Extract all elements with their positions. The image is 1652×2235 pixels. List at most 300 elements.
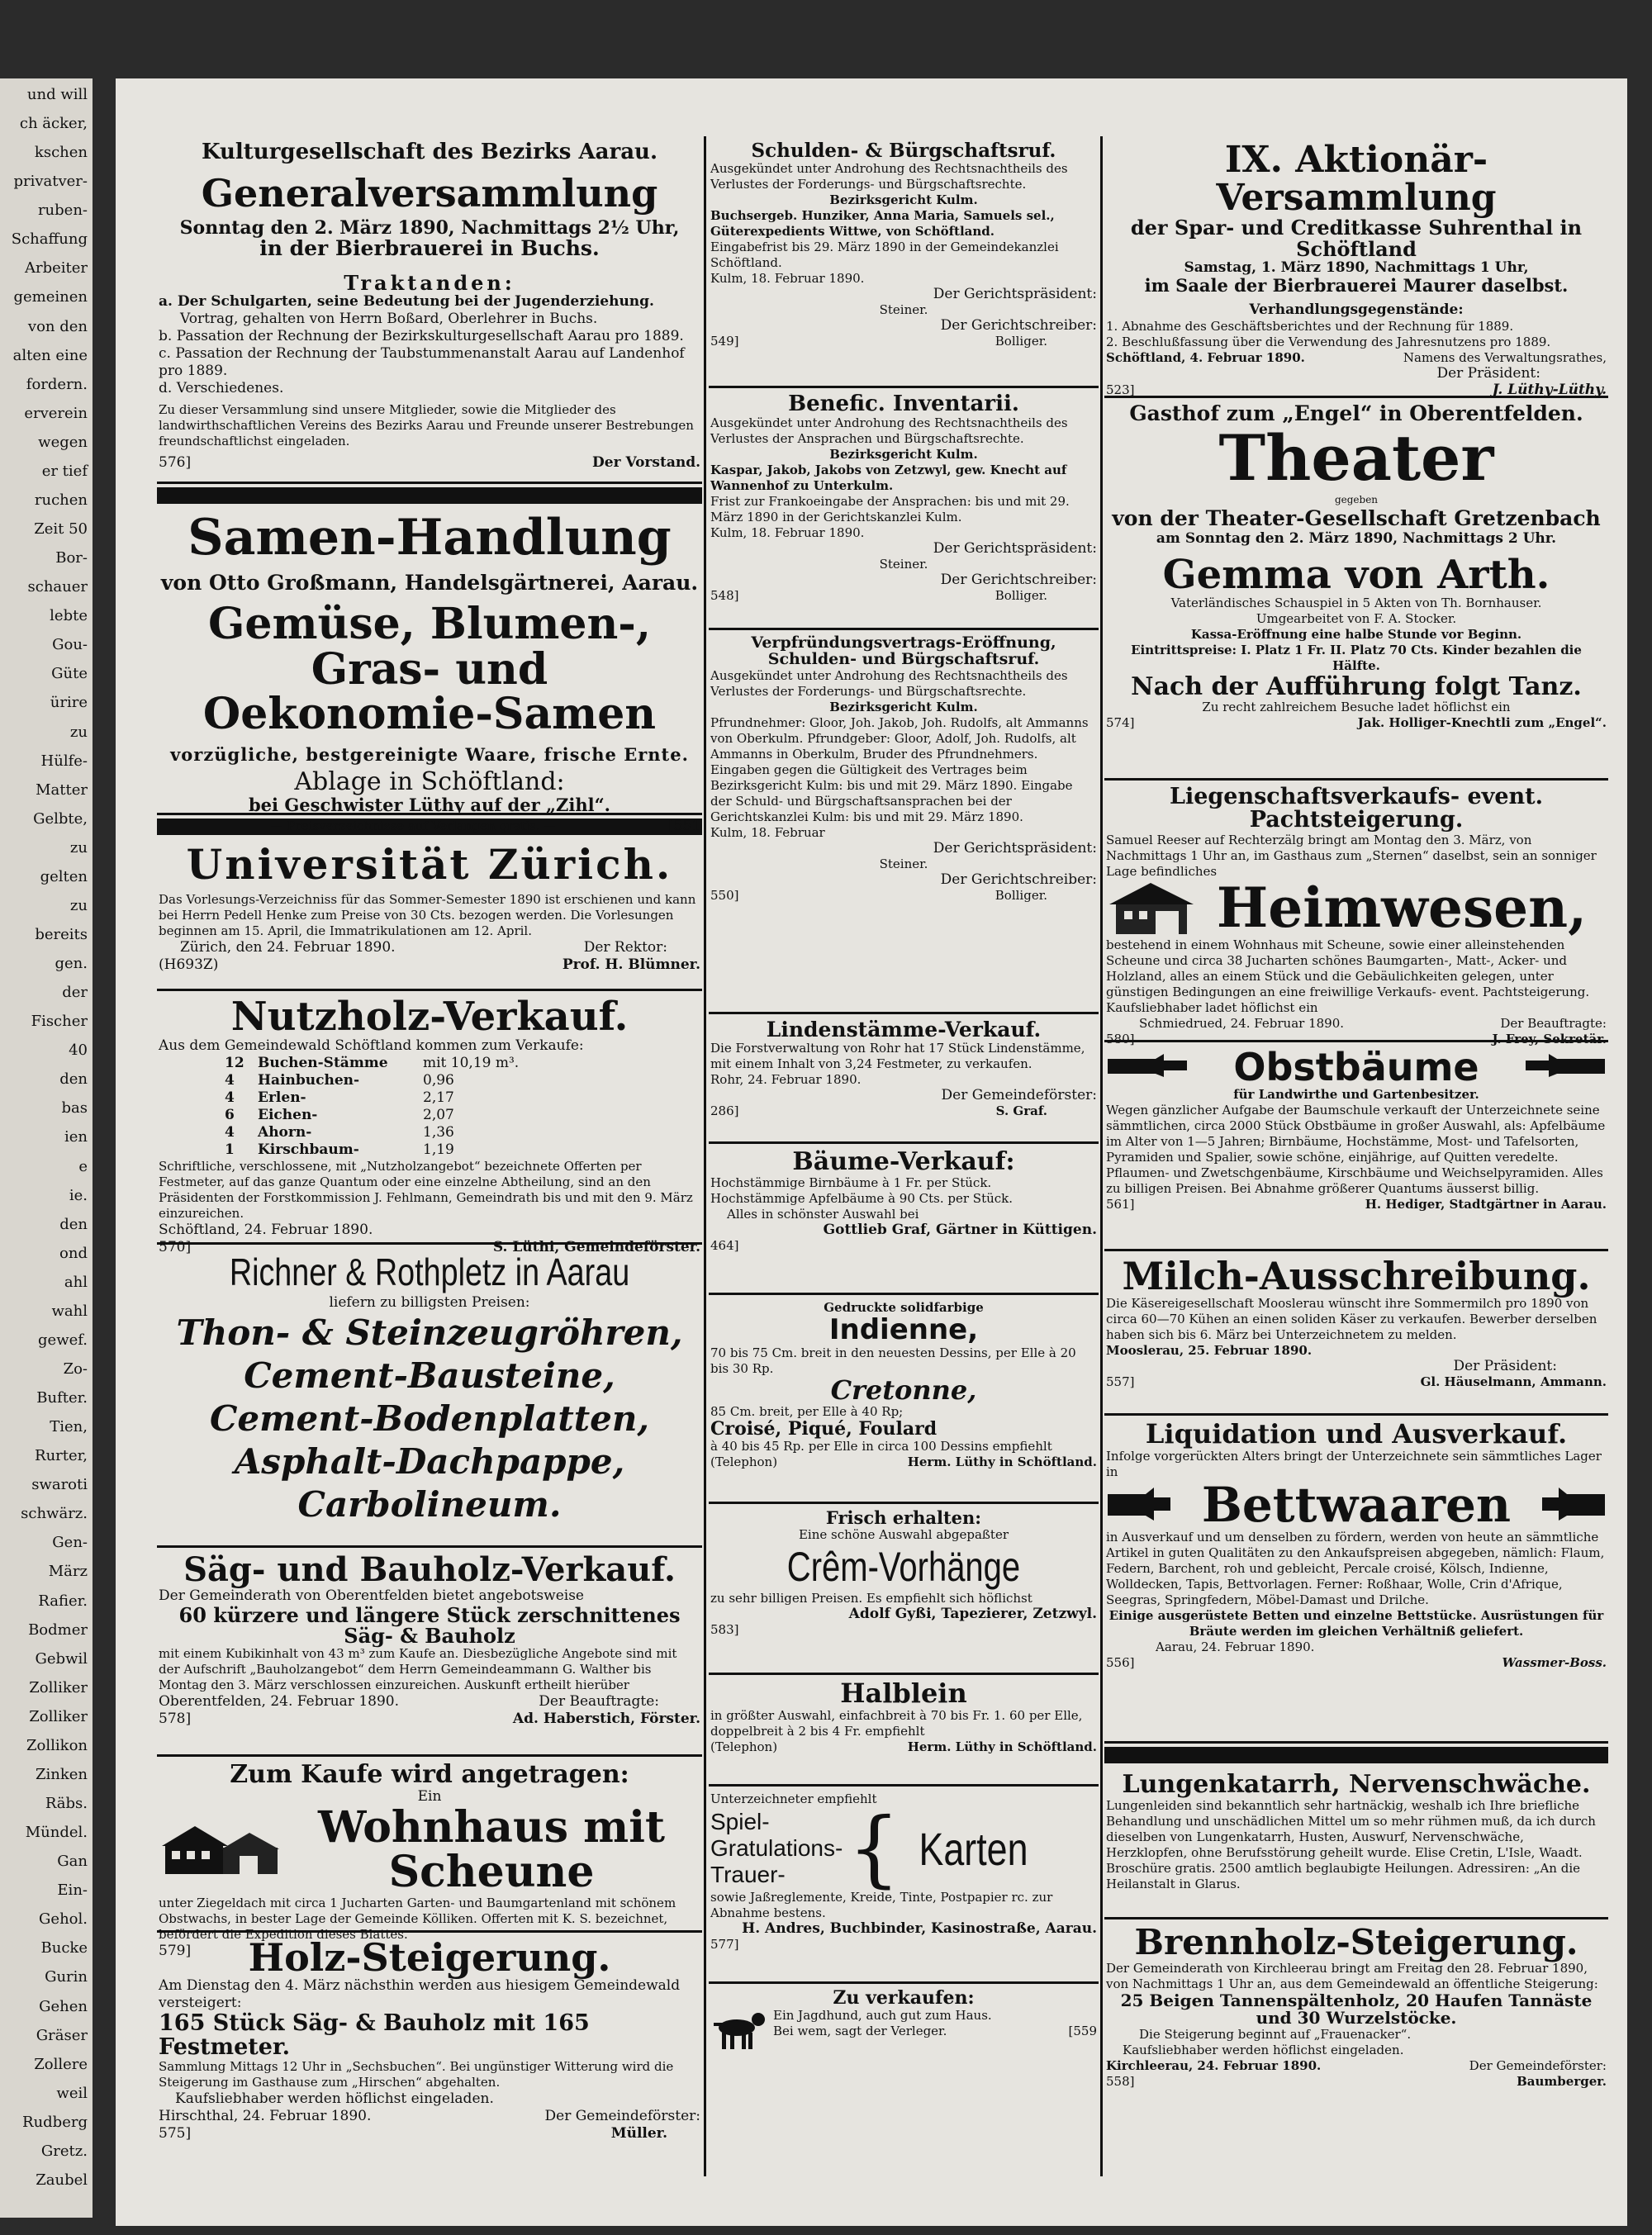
ad-place: Kirchleerau, 24. Februar 1890. [1106, 2058, 1322, 2074]
ad-text: zu sehr billigen Preisen. Es empfiehlt sich höflichst [710, 1591, 1032, 1606]
card-type: Spiel- [710, 1809, 770, 1834]
previous-page-text-fragment: er tief [41, 462, 88, 480]
ad-name: Kaspar, Jakob, Jakobs von Zetzwyl, gew. Knecht auf Wannenhof zu Unterkulm. [710, 463, 1067, 494]
wood-row [225, 1072, 700, 1089]
ad-name: Buchsergeb. Hunziker, Anna Maria, Samuels sel., Güterexpedients Wittwe, von Schöftland. [710, 208, 1055, 240]
previous-page-text-fragment: kschen [34, 144, 88, 162]
previous-page-text-fragment: ürire [50, 694, 88, 712]
ad-karten [709, 1787, 1099, 1984]
ad-text: Der Gemeinderath von Kirchleerau bringt am Freitag den 28. Februar 1890, von Nachmittags 1 Uhr an, aus dem Gemeindewald an öffentliche Steigerung: [1106, 1961, 1598, 1992]
ad-holz-steigerung [157, 1933, 702, 2142]
wood-count: 12 [225, 1055, 244, 1072]
ad-text: Kassa-Eröffnung eine halbe Stunde vor Beginn. [1190, 626, 1522, 642]
ad-text: Eintrittspreise: I. Platz 1 Fr. II. Platz 70 Cts. Kinder bezahlen die Hälfte. [1131, 642, 1582, 673]
ad-text: vorzügliche, bestgereinigte Waare, frische Ernte. [170, 744, 689, 766]
previous-page-text-fragment: bas [61, 1099, 88, 1118]
ad-text: Lungenleiden sind bekanntlich sehr hartnäckig, weshalb ich Ihre briefliche Behandlung und unschädlichen Mittel um so mehr rühmen muß, da ich durch dieselben von Lungenkatarrh, Husten, Auswurf, Nervenschwäche, Herzklopfen, ohne Berufsstörung geheilt wurde. Elise Cretin, L'Isle, Waadt. Broschüre gratis. 2500 amtlich beglaubigte Heilungen. Adressiren: „An die Heilanstalt in Glarus. [1106, 1797, 1596, 1891]
previous-page-text-fragment: Gretz. [40, 2142, 88, 2160]
ad-text: Ablage in Schöftland: [294, 767, 565, 797]
ad-text: Bei wem, sagt der Verleger. [773, 2024, 947, 2039]
previous-page-text-fragment: ruchen [34, 491, 88, 509]
ad-place: Aarau, 24. Februar 1890. [1156, 1639, 1315, 1655]
ad-telephone: (Telephon) [710, 1739, 778, 1754]
agenda-item: Vortrag, gehalten von Herrn Boßard, Oberlehrer in Buchs. [180, 311, 598, 328]
agenda-item: 1. Abnahme des Geschäftsberichtes und der Rechnung für 1889. [1106, 318, 1514, 334]
ad-subtitle: für Landwirthe und Gartenbesitzer. [1233, 1087, 1479, 1103]
wood-volume: 1,36 [423, 1124, 454, 1141]
ad-text: Die Steigerung beginnt auf „Frauenacker“. [1139, 2027, 1412, 2043]
previous-page-text-fragment: Gan [57, 1853, 88, 1871]
ad-title: Samen-Handlung [188, 509, 672, 567]
previous-page-text-fragment: ien [64, 1128, 88, 1146]
previous-page-text-fragment: privatver- [13, 173, 88, 191]
wood-type: Ahorn- [258, 1124, 312, 1141]
wood-volume: mit 10,19 m³. [423, 1055, 520, 1072]
ad-signature: H. Andres, Buchbinder, Kasinostraße, Aarau. [742, 1920, 1097, 1937]
ad-jagdhund [709, 1984, 1099, 2078]
ad-role: Der Gerichtspräsident: [933, 540, 1097, 558]
ad-text: Sammlung Mittags 12 Uhr in „Sechsbuchen“. Bei ungünstiger Witterung wird die Steigerung im Gasthause zum „Hirschen“ abgehalten. [159, 2058, 674, 2090]
product-item: Asphalt-Dachpappe, [234, 1441, 625, 1482]
previous-page-text-fragment: swaroti [31, 1476, 88, 1494]
previous-page-text-fragment: den [59, 1215, 88, 1233]
ad-number: 579] [159, 1942, 192, 1959]
ad-brennholz [1104, 1919, 1608, 2138]
ad-number: 548] [710, 588, 739, 604]
ad-place: Schöftland, 24. Februar 1890. [159, 1222, 373, 1239]
previous-page-text-fragment: e [78, 1157, 88, 1175]
product-item: Carbolineum. [297, 1484, 562, 1525]
ad-text: — Preisverzeichnisse auf Verlangen gratis. — [270, 819, 557, 834]
wood-type: Eichen- [258, 1107, 318, 1124]
previous-page-text-fragment: ahl [64, 1273, 88, 1291]
wood-type: Erlen- [258, 1089, 306, 1107]
agenda-item: a. Der Schulgarten, seine Bedeutung bei der Jugenderziehung. [159, 293, 654, 311]
ad-signature: J. Lüthy-Lüthy. [1492, 381, 1607, 398]
ad-headline: 25 Beigen Tannenspältenholz, 20 Haufen Tannäste und 30 Wurzelstöcke. [1120, 1991, 1593, 2029]
previous-page-text-fragment: von den [27, 317, 88, 335]
ad-text: Infolge vorgerückten Alters bringt der Unterzeichnete sein sämmtliches Lager in [1106, 1448, 1602, 1479]
previous-page-text-fragment: Schaffung [11, 230, 88, 249]
ad-saeg-bauholz [157, 1548, 702, 1757]
ad-number: 575] [159, 2124, 192, 2142]
ad-schulden-buergschaftsruf [709, 136, 1099, 388]
ad-place: Zürich, den 24. Februar 1890. [180, 938, 396, 956]
ad-headline: Heimwesen, [1216, 875, 1588, 941]
ad-number: 523] [1106, 382, 1135, 397]
ad-text: Zu recht zahlreichem Besuche ladet höflichst ein [1202, 700, 1511, 715]
ad-text: Ausgekündet unter Androhung des Rechtsnachtheils des Verlustes der Ansprachen und Bürgschaftsrechte. [710, 415, 1068, 447]
ad-nutzholz [157, 991, 702, 1256]
ad-number: [559 [1068, 2024, 1097, 2039]
ad-headline: Gemüse, Blumen-, Gras- und [208, 599, 651, 695]
ad-title: Milch-Ausschreibung. [1122, 1254, 1591, 1298]
wood-list [159, 1055, 700, 1159]
previous-page-text-fragment: ond [59, 1244, 88, 1262]
ad-role: Der Beauftragte: [1500, 1015, 1607, 1031]
ad-role: Der Gerichtschreiber: [940, 572, 1097, 589]
previous-page-text-fragment: wahl [51, 1302, 88, 1320]
wood-count: 4 [225, 1089, 235, 1107]
ad-samen [157, 507, 702, 835]
ad-signature: Wassmer-Boss. [1502, 1655, 1607, 1671]
play-title: Gemma von Arth. [1162, 551, 1550, 598]
pointing-hand-icon [1106, 1484, 1172, 1526]
ad-text: Kaufsliebhaber werden höflichst eingeladen. [175, 2090, 494, 2107]
ad-place: Schöftland, 4. Februar 1890. [1106, 349, 1305, 365]
ad-role: Der Gerichtspräsident: [933, 839, 1097, 857]
ad-signature: Jak. Holliger-Knechtli zum „Engel“. [1357, 715, 1607, 731]
ad-place: Oberentfelden, 24. Februar 1890. [159, 1693, 399, 1711]
wood-volume: 2,07 [423, 1107, 454, 1124]
ad-title: Richner & Rothpletz in Aarau [229, 1250, 630, 1293]
wood-count: 6 [225, 1107, 235, 1124]
ad-place: Kulm, 18. Februar 1890. [710, 525, 865, 541]
previous-page-text-fragment: ch äcker, [19, 115, 88, 133]
ad-number: 557] [1106, 1374, 1135, 1390]
ad-title: Halblein [840, 1677, 967, 1709]
column-2 [709, 136, 1099, 2078]
ad-title: Liegenschaftsverkaufs- event. Pachtsteigerung. [1169, 784, 1544, 833]
ad-company: von der Theater-Gesellschaft Gretzenbach [1112, 506, 1601, 531]
ad-title: Liquidation und Ausverkauf. [1145, 1418, 1568, 1450]
previous-page-text-fragment: Gou- [52, 636, 88, 654]
ad-title: Brennholz-Steigerung. [1134, 1922, 1578, 1962]
ad-heading: Gasthof zum „Engel“ in Oberentfelden. [1129, 401, 1583, 425]
ad-baeume-verkauf [709, 1144, 1099, 1295]
previous-page-text-fragment: ruben- [37, 202, 88, 220]
ad-title: Crêm-Vorhänge [786, 1544, 1021, 1591]
ad-text: mit einem Kubikinhalt von 43 m³ zum Kaufe an. Diesbezügliche Angebote sind mit der Aufschrift „Bauholzangebot“ dem Herrn Gemeindeammann G. Walther bis Montag den 3. März verschlossen einzureichen. Auskunft ertheilt hierüber [159, 1646, 677, 1693]
ad-title: Karten [919, 1822, 1028, 1875]
ad-obstbaeume [1104, 1042, 1608, 1251]
previous-page-text-fragment: Gehen [39, 1997, 88, 2015]
previous-page-text-fragment: gemeinen [13, 288, 88, 306]
previous-page-text-fragment: Hülfe- [40, 752, 88, 770]
wood-type: Hainbuchen- [258, 1072, 360, 1089]
ad-signature: Gottlieb Graf, Gärtner in Küttigen. [823, 1221, 1097, 1238]
ad-text: à 40 bis 45 Rp. per Elle in circa 100 Dessins empfiehlt [710, 1439, 1052, 1454]
ad-headline: Nach der Aufführung folgt Tanz. [1131, 671, 1582, 701]
ad-number: 574] [1106, 715, 1135, 731]
ad-universitaet [157, 838, 702, 991]
previous-page-text-fragment: Zaubel [36, 2171, 88, 2189]
previous-page-text-fragment: 40 [69, 1042, 88, 1060]
ad-headline: Bettwaaren [1201, 1476, 1512, 1533]
previous-page-text-fragment: alten eine [12, 346, 88, 364]
ad-title: Indienne, [828, 1313, 979, 1346]
ad-number: 583] [710, 1622, 739, 1638]
ad-place: in der Bierbrauerei in Buchs. [259, 235, 600, 260]
previous-page-text-fragment: schauer [27, 578, 88, 596]
previous-page-text-fragment: Zinken [35, 1765, 88, 1783]
ad-company: von Otto Großmann, Handelsgärtnerei, Aarau. [160, 571, 699, 595]
previous-page-text-fragment: Fischer [31, 1013, 88, 1031]
ad-number: 577] [710, 1937, 739, 1952]
previous-page-text-fragment: weil [56, 2084, 88, 2102]
ad-number: 558] [1106, 2074, 1135, 2090]
ad-court: Bezirksgericht Kulm. [829, 447, 978, 463]
ad-place: Mooslerau, 25. Februar 1890. [1106, 1343, 1313, 1359]
ad-heading: Unterzeichneter empfiehlt [710, 1791, 877, 1806]
wood-row [225, 1107, 700, 1124]
ad-number: 576] [159, 454, 192, 472]
previous-page-text-fragment: Zollere [34, 2055, 88, 2073]
ad-title: Säg- und Bauholz-Verkauf. [183, 1550, 676, 1589]
product-item: Cement-Bausteine, [244, 1355, 615, 1396]
ad-text: Die Forstverwaltung von Rohr hat 17 Stück Lindenstämme, mit einem Inhalt von 3,24 Festmeter, zu verkaufen. [710, 1041, 1085, 1072]
ad-text: Die Käsereigesellschaft Mooslerau wünscht ihre Sommermilch pro 1890 von circa 60—70 Kühen an einen soliden Käser zu verkaufen. Bewerber derselben haben sich bis 6. März bei Unterzeichnetem zu melden. [1106, 1296, 1597, 1343]
ad-text: Aus dem Gemeindewald Schöftland kommen zum Verkaufe: [159, 1037, 584, 1055]
ad-text: 70 bis 75 Cm. breit in den neuesten Dessins, per Elle à 20 bis 30 Rp. [710, 1345, 1076, 1376]
ad-org: Kulturgesellschaft des Bezirks Aarau. [201, 140, 658, 164]
ad-code: (H693Z) [159, 956, 219, 973]
wood-volume: 2,17 [423, 1089, 454, 1107]
ad-text: unter Ziegeldach mit circa 1 Jucharten Garten- und Baumgartenland mit schönem Obstwachs, in bester Lage der Gemeinde Kölliken. Offerten mit K. S. bezeichnet, befördert die Expedition dieses Blattes. [159, 1895, 676, 1942]
ad-text: bestehend in einem Wohnhaus mit Scheune, sowie einer alleinstehenden Scheune und circa 38 Jucharten schönes Baumgarten-, Matt-, Acker- und Holzland, alles an einem Stück und die Gebäulichkeiten gelegen, unter günstigen Bedingungen an eine freiwillige Verkaufs- event. Pachtsteigerung. Kaufsliebhaber ladet höflichst ein [1106, 937, 1590, 1015]
column-rule [704, 136, 706, 2176]
agenda-item: d. Verschiedenes. [159, 380, 284, 397]
previous-page-text-fragment: Gräser [36, 2026, 88, 2044]
ad-signature: J. Frey, Sekretär. [1492, 1031, 1607, 1046]
dog-icon [710, 2008, 768, 2054]
ad-role: Der Präsident: [1453, 1358, 1557, 1375]
previous-page-text-fragment: gewef. [38, 1331, 88, 1349]
ad-text: Schriftliche, verschlossene, mit „Nutzholzangebot“ bezeichnete Offerten per Festmeter, auf das ganze Quantum oder eine einzelne Abtheilung, sind an den Präsidenten der Forstkommission J. Fehlmann, Gemeindrath bis und mit den 9. März einzureichen. [159, 1159, 693, 1222]
house-icon [159, 1823, 282, 1877]
ad-signature: Ad. Haberstich, Förster. [512, 1711, 700, 1728]
product-item: Cement-Bodenplatten, [209, 1398, 650, 1439]
ad-signature: Herm. Lüthy in Schöftland. [907, 1739, 1097, 1754]
brace-icon: { [847, 1800, 900, 1896]
ad-text: Der Gemeinderath von Oberentfelden bietet angebotsweise [159, 1587, 584, 1604]
ad-role: Der Rektor: [583, 938, 667, 956]
previous-page-text-fragment: lebte [50, 607, 88, 625]
product-item: Thon- & Steinzeugröhren, [176, 1312, 683, 1353]
ad-title: Schulden- & Bürgschaftsruf. [751, 140, 1056, 162]
ad-role: Der Beauftragte: [539, 1693, 659, 1711]
agenda-item: 2. Beschlußfassung über die Verwendung des Jahresnutzens pro 1889. [1106, 334, 1551, 349]
ad-date: Samstag, 1. März 1890, Nachmittags 1 Uhr, [1184, 259, 1529, 276]
ad-text: Am Dienstag den 4. März nächsthin werden aus hiesigem Gemeindewald versteigert: [159, 1977, 681, 2012]
previous-page-text-fragment: Bor- [55, 549, 88, 567]
previous-page-text-fragment: zu [69, 838, 88, 857]
ad-milch-ausschreibung [1104, 1251, 1608, 1416]
ad-telephone: (Telephon) [710, 1454, 778, 1470]
ad-text: Kaufsliebhaber werden höflichst eingeladen. [1123, 2043, 1404, 2058]
ad-title: Bäume-Verkauf: [792, 1147, 1015, 1176]
ad-text: Ausgekündet unter Androhung des Rechtsnachtheils des Verlustes der Forderungs- und Bürgschaftsrechte. [710, 667, 1068, 699]
ad-court: Bezirksgericht Kulm. [829, 192, 978, 208]
previous-page-text-fragment: Güte [51, 665, 88, 683]
ad-text: Zu dieser Versammlung sind unsere Mitglieder, sowie die Mitglieder des landwirthschaftlichen Vereins des Bezirks Aarau und Freunde unserer Bestrebungen freundschaftlichst eingeladen. [159, 402, 694, 449]
ad-signature: Steiner. [879, 302, 928, 318]
previous-page-text-fragment: Ein- [57, 1881, 88, 1900]
ad-text: Eingabefrist bis 29. März 1890 in der Gemeindekanzlei Schöftland. [710, 240, 1059, 271]
card-type: Trauer- [710, 1862, 786, 1887]
ad-lindenstaemme [709, 1014, 1099, 1144]
previous-page-text-fragment: gen. [55, 955, 88, 973]
ad-signature: Steiner. [879, 557, 928, 572]
ad-text: Alles in schönster Auswahl bei [727, 1206, 919, 1222]
ad-signature: Bolliger. [995, 588, 1047, 604]
farmhouse-icon [1106, 880, 1197, 937]
ad-place: Kulm, 18. Februar 1890. [710, 271, 865, 287]
ad-number: 464] [710, 1237, 739, 1253]
ad-number: 549] [710, 334, 739, 349]
ad-signature: H. Hediger, Stadtgärtner in Aarau. [1365, 1197, 1607, 1212]
ad-text: Eine schöne Auswahl abgepaßter [798, 1527, 1009, 1543]
ad-aktionaer-versammlung [1104, 136, 1608, 398]
previous-page-text-fragment: Zollikon [26, 1736, 88, 1754]
ad-title: Lungenkatarrh, Nervenschwäche. [1122, 1770, 1591, 1799]
ad-role: Der Präsident: [1436, 364, 1540, 382]
ad-heading: Zu verkaufen: [833, 1987, 975, 2009]
ad-signature: Baumberger. [1517, 2074, 1607, 2090]
previous-page-text-fragment: zu [69, 723, 88, 741]
ad-text: sowie Jaßreglemente, Kreide, Tinte, Postpapier rc. zur Abnahme bestens. [710, 1890, 1053, 1920]
ad-role: Der Gerichtschreiber: [940, 871, 1097, 888]
previous-page-text-fragment: Rurter, [35, 1447, 88, 1465]
ad-crem-vorhaenge [709, 1504, 1099, 1675]
ad-text: Vaterländisches Schauspiel in 5 Akten von Th. Bornhauser. [1170, 595, 1542, 610]
previous-page-text-fragment: Arbeiter [24, 259, 88, 278]
ad-text: Hochstämmige Apfelbäume à 90 Cts. per Stück. [710, 1190, 1014, 1206]
ad-liquidation [1104, 1416, 1608, 1744]
ad-text: Wegen gänzlicher Aufgabe der Baumschule verkauft der Unterzeichnete seine sämmtlichen, circa 2000 Stück Obstbäume in großer Auswahl, als: Apfelbäume im Alter von 1—5 Jahren; Birnbäume, Hochstämme, Most- und Tafelsorten, Pyramiden und Spalier, sowie schöne, einjährige, auf Quitten veredelte. Pflaumen- und Zwetschgenbäume, Kirschbäume und Weichselpyramiden. Alles zu billigen Preisen. Bei Abnahme größerer Quantums äusserst billig. [1106, 1103, 1606, 1197]
ad-title: Obstbäume [1233, 1045, 1479, 1089]
ad-signature: Der Vorstand. [592, 454, 700, 472]
previous-page-text-fragment: bereits [35, 925, 88, 943]
pointing-hand-icon [1540, 1484, 1607, 1526]
ad-verpfruendung [709, 630, 1099, 1014]
ad-subtitle: der Spar- und Creditkasse Suhrenthal in Schöftland [1130, 216, 1583, 261]
ad-signature: Bolliger. [995, 887, 1047, 903]
ad-title: Universität Zürich. [186, 840, 673, 889]
previous-page-text-fragment: März [48, 1563, 88, 1581]
ad-text: Umgearbeitet von F. A. Stocker. [1256, 610, 1457, 626]
ad-heimwesen [1104, 781, 1608, 1046]
previous-page-text-fragment: gelten [40, 867, 88, 885]
ad-richner-rothpletz [157, 1245, 702, 1548]
ad-headline: 165 Stück Säg- & Bauholz mit 165 Festmeter. [159, 2010, 590, 2060]
ad-signature: Prof. H. Blümner. [562, 956, 700, 973]
ad-title: Generalversammlung [201, 171, 658, 216]
ad-title: Theater [1218, 421, 1494, 496]
wood-type: Kirschbaum- [258, 1141, 359, 1159]
previous-page-text-fragment: Bufter. [36, 1389, 88, 1407]
previous-page-text-fragment: Gen- [52, 1534, 88, 1552]
separator-bar [157, 487, 702, 504]
ad-number: 286] [710, 1103, 739, 1119]
ad-text: 85 Cm. breit, per Elle à 40 Rp; [710, 1404, 904, 1420]
ad-benefic-inventarii [709, 388, 1099, 630]
ad-title: Verpfründungsvertrags-Eröffnung, Schulden- und Bürgschaftsruf. [751, 633, 1056, 668]
previous-page-text-fragment: Bodmer [28, 1620, 88, 1639]
ad-signature: S. Lüthi, Gemeindeförster. [492, 1239, 700, 1256]
previous-page-text-fragment: Gebwil [35, 1649, 88, 1668]
previous-page-text-fragment: Rudberg [22, 2113, 88, 2131]
ad-title: Nutzholz-Verkauf. [230, 994, 629, 1040]
previous-page-text-fragment: schwärz. [21, 1505, 88, 1523]
card-type: Gratulations- [710, 1835, 843, 1861]
wood-row [225, 1089, 700, 1107]
previous-page-text-fragment: Mündel. [25, 1824, 88, 1842]
previous-page-text-fragment: fordern. [26, 375, 88, 393]
ad-number: 561] [1106, 1197, 1135, 1212]
previous-page-text-fragment: Rafier. [38, 1592, 88, 1610]
ad-heading: Gedruckte solidfarbige [824, 1300, 984, 1315]
ad-signature: Herm. Lüthy in Schöftland. [907, 1454, 1097, 1470]
ad-place: Schmiedrued, 24. Februar 1890. [1139, 1015, 1345, 1031]
ad-halblein [709, 1675, 1099, 1787]
previous-page-text-fragment: Matter [36, 781, 88, 799]
ad-title: Lindenstämme-Verkauf. [766, 1018, 1042, 1042]
ad-text: in größter Auswahl, einfachbreit à 70 bis Fr. 1. 60 per Elle, doppelbreit à 2 bis 4 Fr. empfiehlt [710, 1707, 1083, 1739]
ad-number: 556] [1106, 1655, 1135, 1671]
previous-page-text-fragment: zu [69, 896, 88, 914]
ad-number: 578] [159, 1711, 192, 1728]
ad-signature: Müller. [610, 2124, 667, 2142]
ad-number: 550] [710, 887, 739, 903]
ad-headline: Croisé, Piqué, Foulard [710, 1418, 938, 1440]
agenda-heading: Verhandlungsgegenstände: [1249, 301, 1464, 318]
previous-page-text-fragment: Gelbte, [33, 809, 88, 828]
previous-page-text-fragment: Bucke [40, 1939, 88, 1957]
ad-title: Wohnhaus mit Scheune [318, 1801, 665, 1898]
ad-court: Bezirksgericht Kulm. [829, 699, 978, 714]
previous-page-text-fragment: ie. [69, 1186, 88, 1204]
ad-place: Hirschthal, 24. Februar 1890. [159, 2107, 372, 2124]
ad-title: Holz-Steigerung. [248, 1935, 611, 1980]
previous-page-text-fragment: Gehol. [39, 1910, 88, 1929]
previous-page-text-fragment: den [59, 1070, 88, 1089]
wood-count: 4 [225, 1124, 235, 1141]
ad-title: Cretonne, [830, 1374, 977, 1406]
ad-place: im Saale der Bierbrauerei Maurer daselbst. [1144, 274, 1569, 296]
wood-row [225, 1141, 700, 1159]
ad-heading: Zum Kaufe wird angetragen: [230, 1760, 629, 1789]
ad-text: Das Vorlesungs-Verzeichniss für das Sommer-Semester 1890 ist erschienen und kann bei Herrn Pedell Henke zum Preise von 30 Cts. bezogen werden. Die Vorlesungen beginnen am 15. April, die Immatrikulationen am 12. April. [159, 891, 696, 938]
column-3 [1104, 136, 1608, 2138]
ad-text: in Ausverkauf und um denselben zu fördern, werden von heute an sämmtliche Artikel in guten Qualitäten zu den Ankaufspreisen abgegeben, nämlich: Flaum, Federn, Barchent, roh und gebleicht, Percale croisé, Kölsch, Indienne, Wolldecken, Tapis, Bettvorlagen. Ferner: Roßhaar, Wolle, Crin d'Afrique, Seegras, Springfedern, Möbel-Damast und Drilche. [1106, 1530, 1605, 1608]
wood-volume: 0,96 [423, 1072, 454, 1089]
ad-text: Einige ausgerüstete Betten und einzelne Bettstücke. Ausrüstungen für Bräute werden im gleichen Verhältniß geliefert. [1108, 1608, 1604, 1639]
agenda-item: b. Passation der Rechnung der Bezirkskulturgesellschaft Aarau pro 1889. [159, 328, 684, 345]
ad-text: Ein [417, 1787, 442, 1805]
ad-text: gegeben [1334, 494, 1379, 506]
ad-headline: Oekonomie-Samen [202, 689, 657, 740]
ad-role: Der Gerichtschreiber: [940, 317, 1097, 335]
ad-signature: Gl. Häuselmann, Ammann. [1420, 1374, 1607, 1390]
ad-signature: Bolliger. [995, 334, 1047, 349]
wood-row [225, 1055, 700, 1072]
ad-role: Der Gerichtspräsident: [933, 286, 1097, 303]
newspaper-page [116, 78, 1627, 2226]
previous-page-text-fragment: der [62, 984, 88, 1002]
ad-text: Hochstämmige Birnbäume à 1 Fr. per Stück. [710, 1174, 992, 1190]
wood-volume: 1,19 [423, 1141, 454, 1159]
previous-page-text-fragment: erverein [24, 404, 88, 422]
ad-role: Der Gemeindeförster: [1469, 2058, 1607, 2074]
ad-text: Frist zur Frankoeingabe der Ansprachen: bis und mit 29. März 1890 in der Gerichtskanzlei Kulm. [710, 494, 1070, 525]
previous-page-text-fragment: Zeit 50 [34, 520, 88, 539]
ad-title: IX. Aktionär-Versammlung [1216, 139, 1497, 220]
agenda-item: c. Passation der Rechnung der Taubstummenanstalt Aarau auf Landenhof pro 1889. [159, 345, 685, 380]
wood-type: Buchen-Stämme [258, 1055, 388, 1072]
ad-place: Rohr, 24. Februar 1890. [710, 1072, 862, 1088]
ad-number: [551 [667, 818, 700, 835]
